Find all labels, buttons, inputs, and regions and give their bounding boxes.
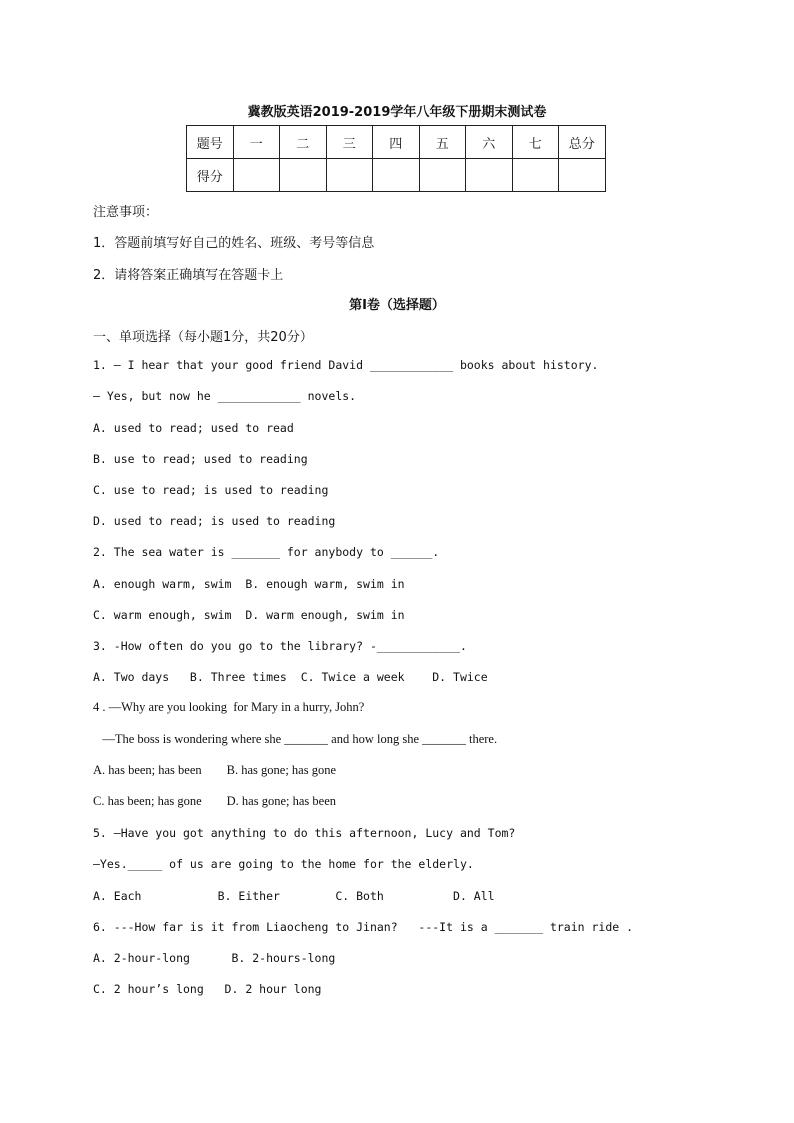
score-table-score-row	[187, 159, 606, 192]
note-item: 2．请将答案正确填写在答题卡上	[93, 268, 284, 283]
score-table-header-row	[187, 126, 606, 159]
question-line: A. 2-hour-long B. 2-hours-long	[93, 951, 336, 965]
page-title: 冀教版英语2019-2019学年八年级下册期末测试卷	[247, 105, 547, 120]
score-cell	[326, 159, 373, 192]
score-table-header-cell: 七	[512, 126, 559, 159]
score-table	[186, 125, 606, 192]
score-cell	[233, 159, 280, 192]
question-line: 5. —Have you got anything to do this afternoon, Lucy and Tom?	[93, 826, 516, 840]
score-cell	[373, 159, 420, 192]
question-line: C. 2 hour’s long D. 2 hour long	[93, 982, 322, 996]
question-line: A. Two days B. Three times C. Twice a week D. Twice	[93, 670, 488, 684]
question-line: 4 . —Why are you looking for Mary in a hurry, John?	[93, 700, 365, 714]
score-cell	[559, 159, 606, 192]
score-table-header-cell: 二	[280, 126, 327, 159]
score-table-header-cell: 题号	[187, 126, 234, 159]
score-cell	[512, 159, 559, 192]
score-cell	[280, 159, 327, 192]
question-line: A. enough warm, swim B. enough warm, swim in	[93, 577, 405, 591]
question-line: —Yes._____ of us are going to the home for the elderly.	[93, 857, 474, 871]
question-line: —The boss is wondering where she _______ and how long she _______ there.	[93, 732, 498, 746]
question-line: 3. -How often do you go to the library? -____________.	[93, 639, 467, 653]
score-table-header-cell: 总分	[559, 126, 606, 159]
score-cell	[419, 159, 466, 192]
question-line: — Yes, but now he ____________ novels.	[93, 389, 357, 403]
question-line: D. used to read; is used to reading	[93, 514, 336, 528]
question-line: 1. — I hear that your good friend David ____________ books about history.	[93, 358, 599, 372]
score-table-header-cell: 三	[326, 126, 373, 159]
part-title: 一、单项选择（每小题1分，共20分）	[93, 330, 313, 345]
question-line: C. use to read; is used to reading	[93, 483, 329, 497]
score-table-header-cell: 一	[233, 126, 280, 159]
question-line: C. has been; has gone D. has gone; has been	[93, 794, 336, 808]
score-table-header-cell: 四	[373, 126, 420, 159]
notes-title: 注意事项：	[93, 205, 159, 220]
score-table-row-label: 得分	[187, 159, 234, 192]
question-line: 2. The sea water is _______ for anybody to ______.	[93, 545, 440, 559]
question-line: C. warm enough, swim D. warm enough, swim in	[93, 608, 405, 622]
question-line: A. has been; has been B. has gone; has gone	[93, 763, 336, 777]
score-table-header-cell: 六	[466, 126, 513, 159]
question-line: A. Each B. Either C. Both D. All	[93, 889, 495, 903]
question-line: A. used to read; used to read	[93, 421, 294, 435]
question-line: B. use to read; used to reading	[93, 452, 308, 466]
score-cell	[466, 159, 513, 192]
question-line: 6. ---How far is it from Liaocheng to Jinan? ---It is a _______ train ride .	[93, 920, 634, 934]
note-item: 1．答题前填写好自己的姓名、班级、考号等信息	[93, 236, 375, 251]
score-table-header-cell: 五	[419, 126, 466, 159]
section-title: 第I卷（选择题）	[349, 298, 445, 313]
